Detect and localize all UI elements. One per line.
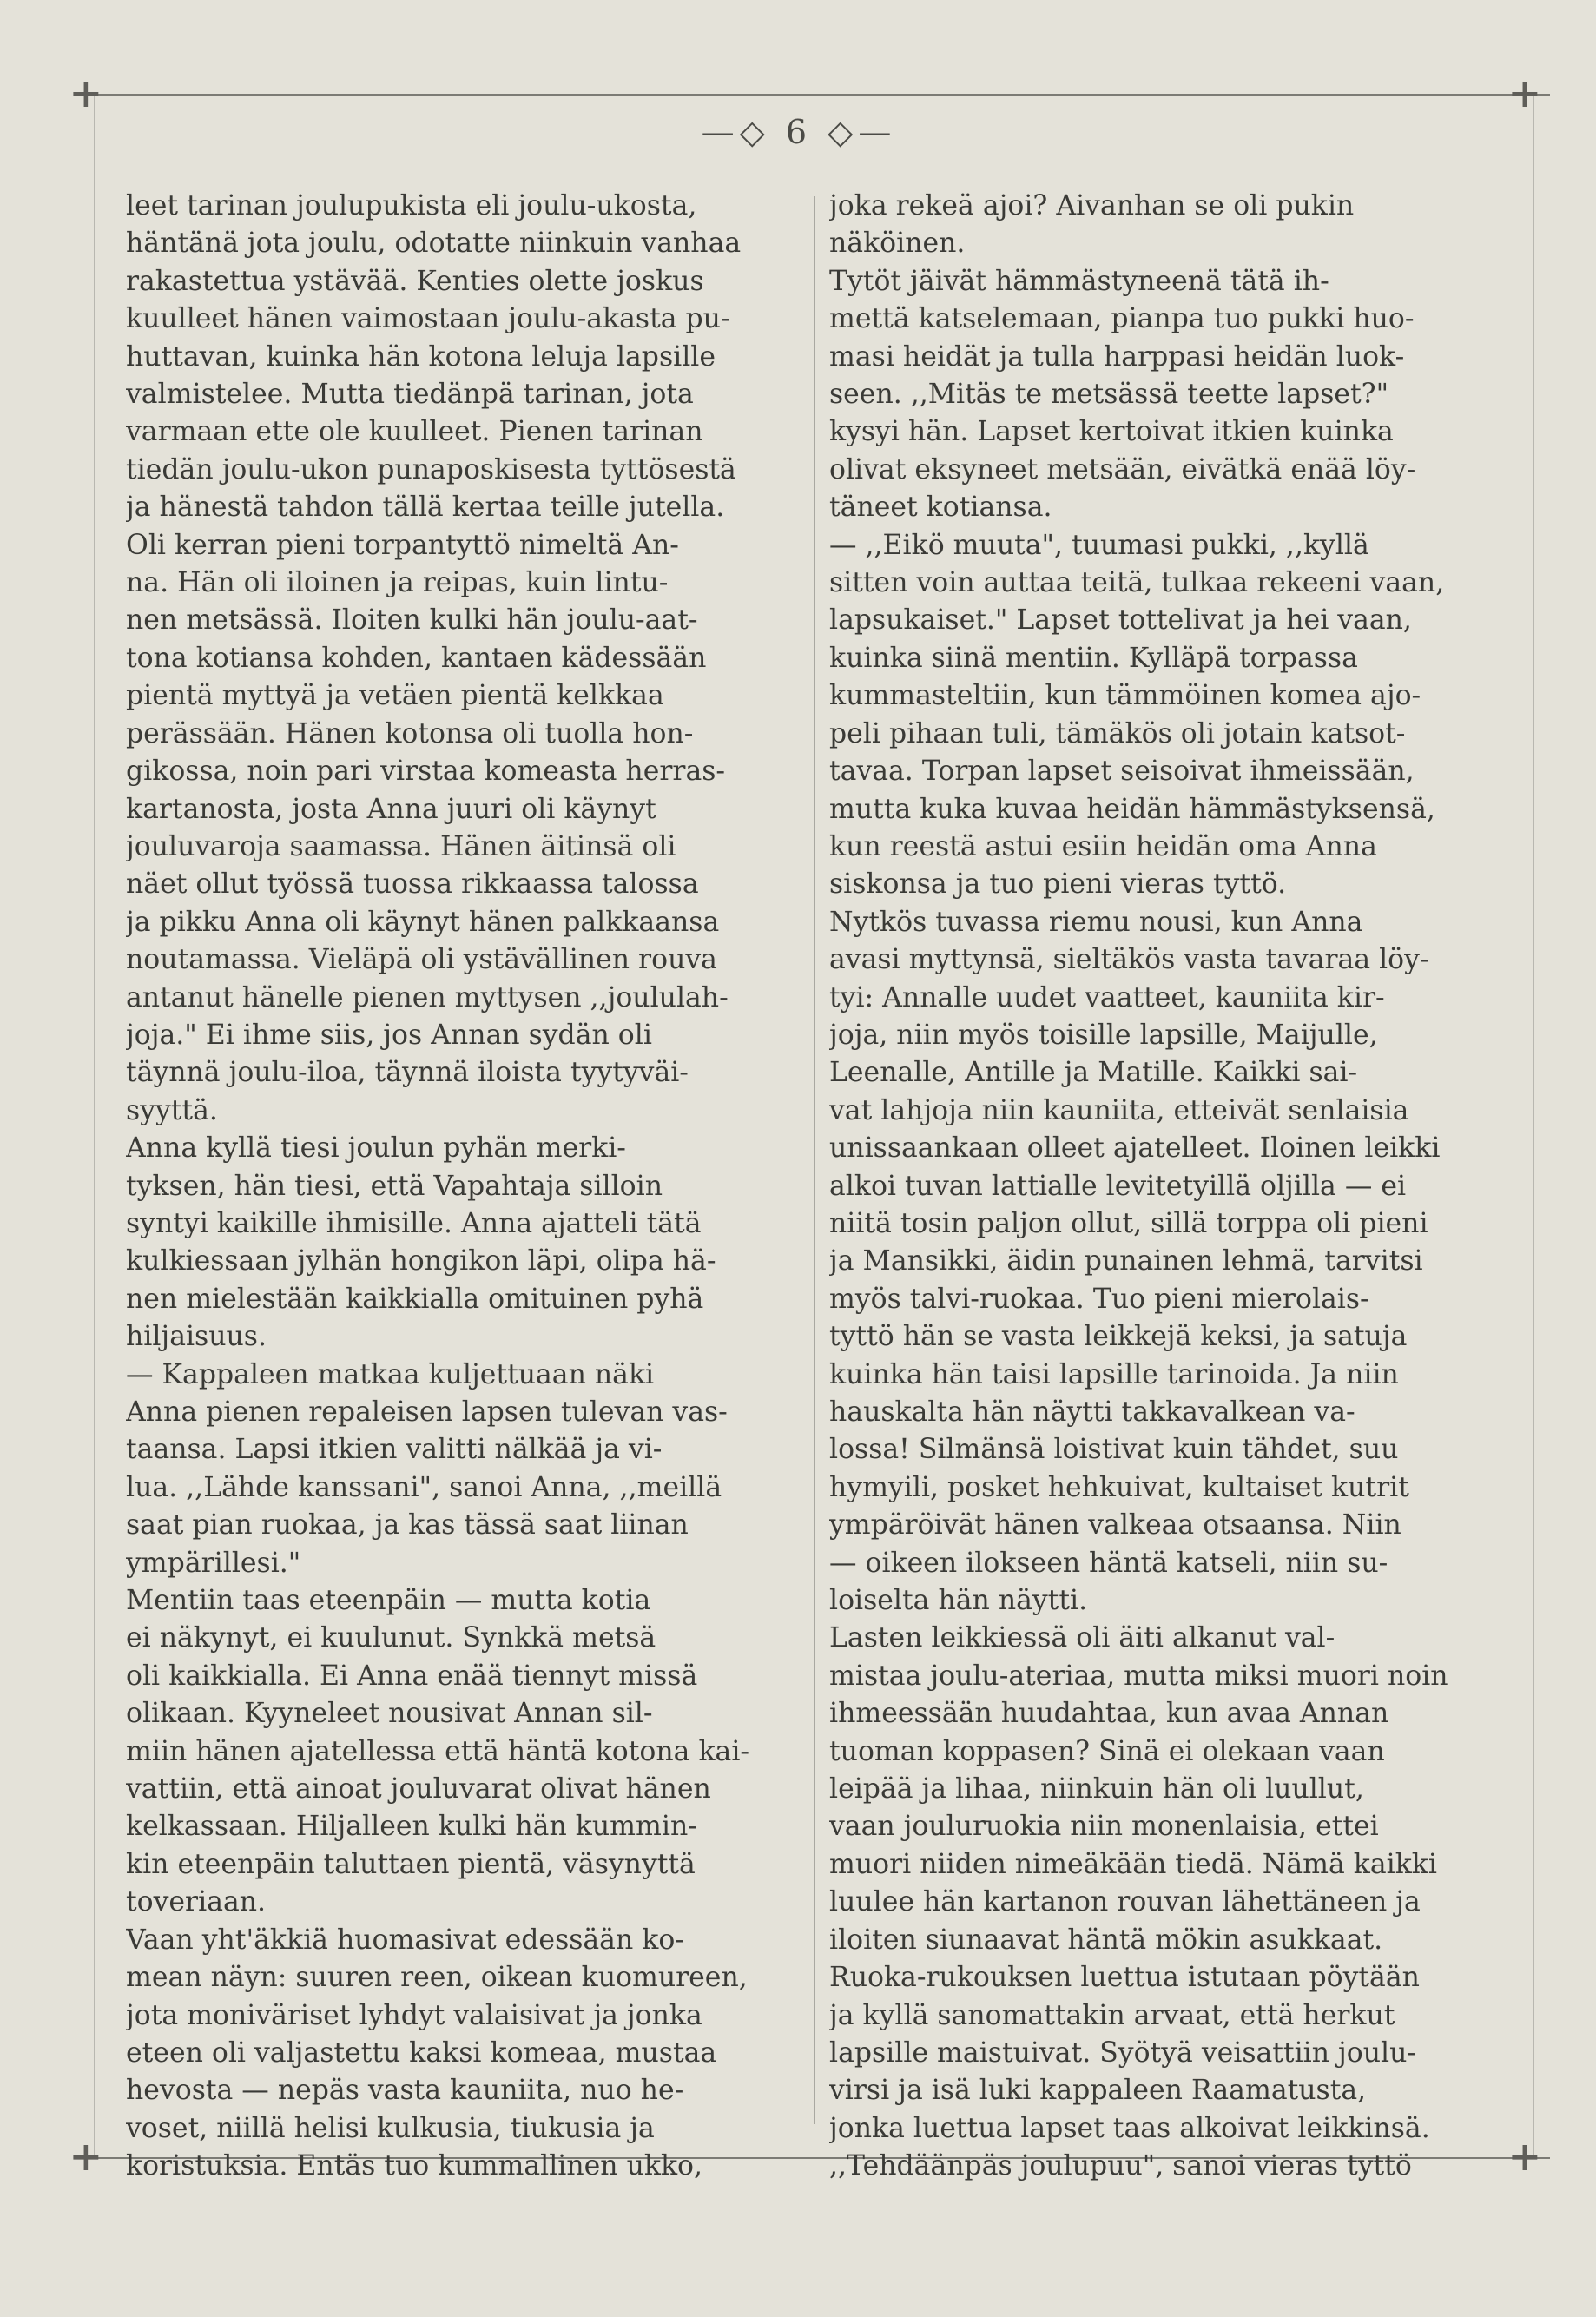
crop-mark-top-right: + — [1510, 65, 1540, 122]
text-line: ,,Tehdäänpäs joulupuu", sanoi vieras tyttö — [829, 2150, 1412, 2182]
text-line: virsi ja isä luki kappaleen Raamatusta, — [829, 2075, 1367, 2107]
text-line: syyttä. — [126, 1094, 218, 1126]
text-line: seen. ,,Mitäs te metsässä teette lapset?" — [829, 379, 1389, 411]
text-line: loiselta hän näytti. — [829, 1585, 1088, 1617]
text-line: mistaa joulu-ateriaa, mutta miksi muori noin — [829, 1660, 1448, 1692]
text-line: mutta kuka kuvaa heidän hämmästyksensä, — [829, 793, 1435, 825]
text-line: kelkassaan. Hiljalleen kulki hän kummin- — [126, 1811, 697, 1843]
text-line: hauskalta hän näytti takkavalkean va- — [829, 1396, 1355, 1428]
text-line: vattiin, että ainoat jouluvarat olivat hänen — [126, 1773, 711, 1805]
text-line: kysyi hän. Lapset kertoivat itkien kuinka — [829, 416, 1394, 448]
text-line: nen metsässä. Iloiten kulki hän joulu-aat- — [126, 604, 698, 637]
text-line: kuinka siinä mentiin. Kylläpä torpassa — [829, 642, 1358, 674]
top-border-rule — [91, 94, 1550, 96]
text-line: joja." Ei ihme siis, jos Annan sydän oli — [126, 1019, 652, 1051]
text-line: siskonsa ja tuo pieni vieras tyttö. — [829, 868, 1287, 901]
text-line: tona kotiansa kohden, kantaen kädessään — [126, 642, 707, 674]
text-line: taansa. Lapsi itkien valitti nälkää ja vi- — [126, 1434, 663, 1466]
text-line: nen mielestään kaikkialla omituinen pyhä — [126, 1283, 704, 1315]
text-line: tavaa. Torpan lapset seisoivat ihmeissään, — [829, 756, 1415, 788]
text-line: Leenalle, Antille ja Matille. Kaikki sai- — [829, 1057, 1358, 1089]
text-line: toveriaan. — [126, 1886, 267, 1918]
text-line: tyksen, hän tiesi, että Vapahtaja silloin — [126, 1170, 663, 1202]
text-line: näköinen. — [829, 228, 966, 260]
text-line: eteen oli valjastettu kaksi komeaa, mustaa — [126, 2036, 717, 2069]
text-line: unissaankaan olleet ajatelleet. Iloinen leikki — [829, 1132, 1441, 1165]
text-line: kartanosta, josta Anna juuri oli käynyt — [126, 793, 656, 825]
text-line: olivat eksyneet metsään, eivätkä enää löy- — [829, 453, 1416, 485]
crop-mark-bottom-left: + — [71, 2129, 101, 2185]
text-line: joja, niin myös toisille lapsille, Maijulle, — [829, 1019, 1378, 1051]
text-line: — oikeen ilokseen häntä katseli, niin su- — [829, 1547, 1388, 1579]
right-text-column — [829, 188, 1507, 2186]
text-line: ja kyllä sanomattakin arvaat, että herkut — [829, 1999, 1395, 2031]
text-line: kuulleet hänen vaimostaan joulu-akasta pu- — [126, 303, 730, 335]
text-line: vaan jouluruokia niin monenlaisia, ettei — [829, 1811, 1379, 1843]
text-line: kuinka hän taisi lapsille tarinoida. Ja niin — [829, 1358, 1399, 1390]
text-line: peli pihaan tuli, tämäkös oli jotain katsot- — [829, 717, 1406, 749]
text-line: ja hänestä tahdon tällä kertaa teille jutella. — [126, 492, 725, 524]
crop-mark-top-left: + — [71, 65, 101, 122]
text-line: muori niiden nimeäkään tiedä. Nämä kaikki — [829, 1848, 1437, 1880]
text-line: näet ollut työssä tuossa rikkaassa talossa — [126, 868, 699, 901]
text-line: na. Hän oli iloinen ja reipas, kuin lintu- — [126, 567, 669, 599]
text-line: mettä katselemaan, pianpa tuo pukki huo- — [829, 303, 1415, 335]
text-line: olikaan. Kyyneleet nousivat Annan sil- — [126, 1698, 653, 1730]
text-line: saat pian ruokaa, ja kas tässä saat liinan — [126, 1509, 689, 1541]
text-line: niitä tosin paljon ollut, sillä torppa oli pieni — [829, 1207, 1428, 1239]
text-line: varmaan ette ole kuulleet. Pienen tarinan — [126, 416, 703, 448]
text-line: ympärillesi." — [126, 1547, 301, 1579]
text-line: kulkiessaan jylhän hongikon läpi, olipa hä- — [126, 1245, 716, 1277]
text-line: Lasten leikkiessä oli äiti alkanut val- — [829, 1622, 1335, 1654]
text-line: tuoman koppasen? Sinä ei olekaan vaan — [829, 1735, 1385, 1767]
text-line: kummasteltiin, kun tämmöinen komea ajo- — [829, 680, 1421, 712]
text-line: perässään. Hänen kotonsa oli tuolla hon- — [126, 717, 694, 749]
text-line: masi heidät ja tulla harppasi heidän luok- — [829, 340, 1405, 373]
text-line: noutamassa. Vieläpä oli ystävällinen rouva — [126, 944, 717, 976]
crop-mark-bottom-right: + — [1510, 2129, 1540, 2185]
text-line: lua. ,,Lähde kanssani", sanoi Anna, ,,meillä — [126, 1471, 722, 1503]
text-line: kun reestä astui esiin heidän oma Anna — [829, 830, 1377, 862]
text-line: ei näkynyt, ei kuulunut. Synkkä metsä — [126, 1622, 656, 1654]
text-line: gikossa, noin pari virstaa komeasta herras- — [126, 756, 726, 788]
left-text-column — [126, 188, 803, 2186]
text-line: lapsukaiset." Lapset tottelivat ja hei vaan, — [829, 604, 1412, 637]
text-line: hevosta — nepäs vasta kauniita, nuo he- — [126, 2075, 684, 2107]
text-line: miin hänen ajatellessa että häntä kotona kai- — [126, 1735, 750, 1767]
text-line: alkoi tuvan lattialle levitetyillä oljilla — ei — [829, 1170, 1407, 1202]
column-divider — [814, 196, 815, 2124]
text-line: Anna kyllä tiesi joulun pyhän merki- — [126, 1132, 626, 1165]
text-line: antanut hänelle pienen myttysen ,,joululah- — [126, 981, 729, 1013]
text-line: Ruoka-rukouksen luettua istutaan pöytään — [829, 1962, 1420, 1994]
text-line: ihmeessään huudahtaa, kun avaa Annan — [829, 1698, 1389, 1730]
text-line: iloiten siunaavat häntä mökin asukkaat. — [829, 1924, 1383, 1956]
text-line: Anna pienen repaleisen lapsen tulevan vas- — [126, 1396, 728, 1428]
text-line: täynnä joulu-iloa, täynnä iloista tyytyväi- — [126, 1057, 689, 1089]
text-line: myös talvi-ruokaa. Tuo pieni mierolais- — [829, 1283, 1369, 1315]
text-line: sitten voin auttaa teitä, tulkaa rekeeni vaan, — [829, 567, 1445, 599]
text-line: ja pikku Anna oli käynyt hänen palkkaansa — [126, 906, 720, 938]
text-line: luulee hän kartanon rouvan lähettäneen ja — [829, 1886, 1421, 1918]
text-line: Vaan yht'äkkiä huomasivat edessään ko- — [126, 1924, 684, 1956]
page-number: —◇ 6 ◇— — [701, 113, 897, 151]
text-line: Mentiin taas eteenpäin — mutta kotia — [126, 1585, 651, 1617]
text-line: oli kaikkialla. Ei Anna enää tiennyt missä — [126, 1660, 698, 1692]
text-line: tiedän joulu-ukon punaposkisesta tyttösestä — [126, 453, 736, 485]
text-line: Nytkös tuvassa riemu nousi, kun Anna — [829, 906, 1363, 938]
text-line: ympäröivät hänen valkeaa otsaansa. Niin — [829, 1509, 1401, 1541]
text-line: hymyili, posket hehkuivat, kultaiset kutrit — [829, 1471, 1409, 1503]
text-line: lossa! Silmänsä loistivat kuin tähdet, suu — [829, 1434, 1399, 1466]
text-line: leet tarinan joulupukista eli joulu-ukosta, — [126, 190, 697, 221]
text-line: Tytöt jäivät hämmästyneenä tätä ih- — [829, 265, 1329, 297]
text-line: hiljaisuus. — [126, 1321, 267, 1353]
text-line: ja Mansikki, äidin punainen lehmä, tarvitsi — [829, 1245, 1423, 1277]
text-line: Oli kerran pieni torpantyttö nimeltä An- — [126, 529, 679, 561]
text-line: syntyi kaikille ihmisille. Anna ajatteli tätä — [126, 1207, 702, 1239]
text-line: koristuksia. Entäs tuo kummallinen ukko, — [126, 2150, 703, 2182]
text-line: pientä myttyä ja vetäen pientä kelkkaa — [126, 680, 664, 712]
text-line: täneet kotiansa. — [829, 492, 1052, 524]
text-line: huttavan, kuinka hän kotona leluja lapsille — [126, 340, 716, 373]
text-line: — Kappaleen matkaa kuljettuaan näki — [126, 1358, 655, 1390]
text-line: häntänä jota joulu, odotatte niinkuin vanhaa — [126, 228, 742, 260]
text-line: valmistelee. Mutta tiedänpä tarinan, jota — [126, 379, 694, 411]
text-line: tyttö hän se vasta leikkejä keksi, ja satuja — [829, 1321, 1408, 1353]
text-line: voset, niillä helisi kulkusia, tiukusia ja — [126, 2112, 655, 2144]
text-line: lapsille maistuivat. Syötyä veisattiin joulu- — [829, 2036, 1417, 2069]
text-line: leipää ja lihaa, niinkuin hän oli luullut, — [829, 1773, 1364, 1805]
left-border-rule — [94, 94, 95, 2157]
text-line: vat lahjoja niin kauniita, etteivät senlaisia — [829, 1094, 1409, 1126]
text-line: jouluvaroja saamassa. Hänen äitinsä oli — [126, 830, 676, 862]
text-line: avasi myttynsä, sieltäkös vasta tavaraa löy- — [829, 944, 1429, 976]
right-border-rule — [1533, 94, 1534, 2157]
text-line: mean näyn: suuren reen, oikean kuomureen, — [126, 1962, 748, 1994]
text-line: tyi: Annalle uudet vaatteet, kauniita kir- — [829, 981, 1385, 1013]
text-line: — ,,Eikö muuta", tuumasi pukki, ,,kyllä — [829, 529, 1369, 561]
text-line: kin eteenpäin taluttaen pientä, väsynyttä — [126, 1848, 696, 1880]
text-line: jonka luettua lapset taas alkoivat leikkinsä. — [829, 2112, 1430, 2144]
text-line: rakastettua ystävää. Kenties olette joskus — [126, 265, 704, 297]
text-line: jota moniväriset lyhdyt valaisivat ja jonka — [126, 1999, 702, 2031]
text-line: joka rekeä ajoi? Aivanhan se oli pukin — [829, 190, 1355, 221]
